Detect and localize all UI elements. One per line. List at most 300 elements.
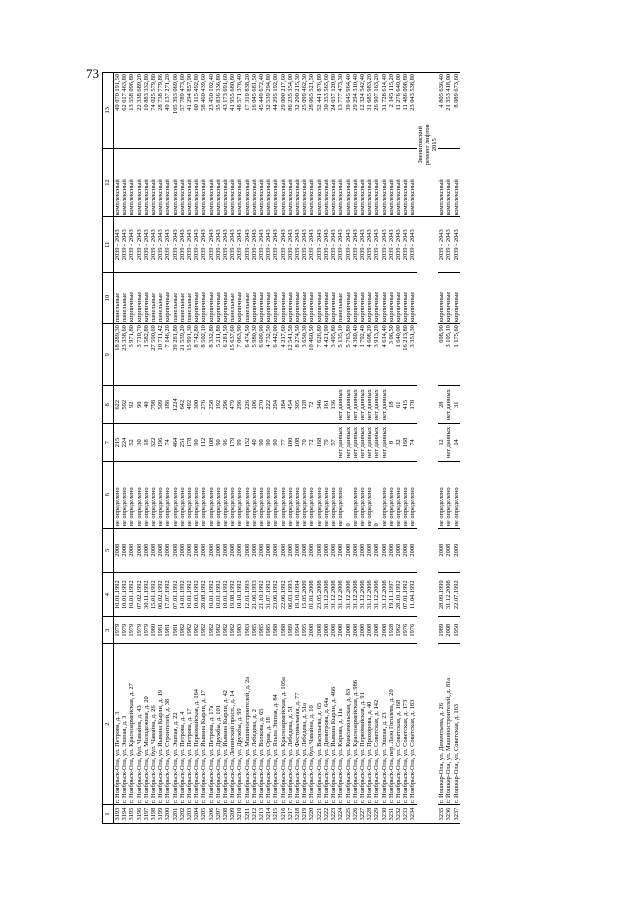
table-cell: г. Ноябрьск-Ола, ул. Эшпая, д. 3 [121,644,128,805]
table-cell: нет данных [337,386,344,424]
table-cell: кирпичные [136,273,143,324]
table-cell: 3228 [366,805,373,824]
table-cell: 4 732,50 [265,324,272,386]
table-cell: 13 777 473,30 [337,73,344,149]
table-cell: 108 [294,424,301,462]
table-cell: 8 502,10 [200,324,207,386]
table-cell: кирпичные [445,273,452,324]
table-cell: 1928 [388,617,395,644]
table-cell: 2009 [453,528,460,572]
table-cell: 3230 [381,805,388,824]
table-cell: 2039 - 2043 [402,217,409,273]
table-cell: не определено [157,461,164,528]
column-header: 11 [103,217,114,273]
table-cell: комплексный [366,148,373,217]
table-cell: 10.01.1992 [186,572,193,616]
table-row [164,73,171,824]
table-cell: не определено [128,461,135,528]
table-cell: комплексный [251,148,258,217]
table-cell: 3217 [287,805,294,824]
table-cell: не определено [280,461,287,528]
table-cell: не определено [352,461,359,528]
table-cell: комплексный [272,148,279,217]
table-cell: 3213 [258,805,265,824]
table-cell: 12 324 542,40 [359,73,366,149]
table-cell: комплексный [345,148,352,217]
table-cell: 224 [121,424,128,462]
table-row [395,73,402,824]
table-cell: 184 [280,386,287,424]
table-cell: 3216 [280,805,287,824]
table-cell: 2008 [222,528,229,572]
table-cell: комплексный [200,148,207,217]
table-cell: 2039 - 2043 [265,217,272,273]
table-cell: кирпичные [316,273,323,324]
table-cell: 48 571 376,40 [236,73,243,149]
table-row [157,73,164,824]
table-cell: 3 105,10 [445,324,452,386]
table-cell: комплексный [186,148,193,217]
table-cell: комплексный [308,148,315,217]
table-cell: панельные [172,273,179,324]
table-cell: комплексный [359,148,366,217]
table-cell: г. Ноябрьск-Ола, ул. Петрова, д. 17а [208,644,215,805]
table-row [114,73,122,824]
table-cell: г. Ноябрьск-Ола, ул. Советская, д. 173 [402,644,409,805]
table-cell: г. Ноябрьск-Ола, ул. Йывана Кырли, д. 17 [200,644,207,805]
table-cell: 2039 - 2043 [359,217,366,273]
table-cell: 3201 [172,805,179,824]
table-cell: 2008 [143,528,150,572]
column-header: 9 [103,324,114,386]
table-cell: 1985 [251,617,258,644]
section-label-row [417,73,424,824]
table-cell: 2039 - 2043 [208,217,215,273]
table-cell: 1979 [121,617,128,644]
table-cell: 6 609,90 [258,324,265,386]
table-cell: 2008 [345,528,352,572]
table-cell: 1982 [215,617,222,644]
column-header: 10 [103,273,114,324]
table-cell: г. Ноябрьск-Ола, ул. Йывана Кырли, д. 42 [222,644,229,805]
table-cell: не определено [381,461,388,528]
table-row [229,73,236,824]
table-cell: г. Ноябрьск-Ола, ул. Петрова, д. 4 [179,644,186,805]
table-cell: кирпичные [236,273,243,324]
table-cell: кирпичные [409,273,416,324]
table-cell: 17 319 838,20 [244,73,251,149]
table-cell: не определено [337,461,344,528]
table-row [359,73,366,824]
table-cell: г. Ноябрьск-Ола, ул. Лебедева, д. 51а [301,644,308,805]
table-cell: 3202 [179,805,186,824]
table-cell: 4 805 636,40 [438,73,445,149]
table-row [258,73,265,824]
table-cell: не определено [229,461,236,528]
table-cell: нет данных [381,386,388,424]
table-cell: 72 [308,424,315,462]
table-cell [431,217,438,824]
table-cell: нет данных [359,424,366,462]
table-cell: не определено [316,461,323,528]
table-cell: 226 [244,386,251,424]
table-cell: 25 099 462,30 [301,73,308,149]
table-cell: не определено [323,461,330,528]
table-cell: 1979 [114,617,122,644]
column-header: 2 [103,644,114,805]
table-cell: 2008 [114,528,122,572]
table-cell: не определено [251,461,258,528]
table-row [316,73,323,824]
table-cell: 21.10.1992 [258,572,265,616]
table-cell: 2008 [308,617,315,644]
table-cell: 15 991,30 [186,324,193,386]
table-cell: 1982 [179,617,186,644]
table-cell: 622 [114,386,122,424]
table-cell: 2039 - 2043 [453,217,460,273]
table-cell: 79 [323,424,330,462]
table-row [301,73,308,824]
table-row [222,73,229,824]
table-cell: 31.07.1992 [265,572,272,616]
table-cell: 14.01.1992 [179,572,186,616]
section-label: ремонт лифтов [424,73,431,217]
table-row [179,73,186,824]
table-cell: 3231 [388,805,395,824]
table-cell: 2039 - 2043 [222,217,229,273]
table-cell: г. Ноябрьск-Ола, Ленинский просп., д. 14 [229,644,236,805]
table-cell: г. Йошкар-Ола, ул. Дементьева, д. 26 [438,644,445,805]
table-cell: комплексный [438,148,445,217]
table-cell: 152 [244,424,251,462]
table-cell: 1962 [395,617,402,644]
table-cell: 57 789 473,60 [179,73,186,149]
table-cell: 06.03.1993 [287,572,294,616]
table-cell: 3237 [453,805,460,824]
table-cell: 1995 [301,617,308,644]
table-cell: 179 [229,424,236,462]
table-cell: не определено [193,461,200,528]
table-cell: кирпичные [323,273,330,324]
table-cell: 19.11.1997 [388,572,395,616]
table-cell: 2008 [359,528,366,572]
table-cell: 40 [251,424,258,462]
table-cell: 2008 [381,528,388,572]
table-cell: 6 442,00 [272,324,279,386]
table-cell: 49 070 191,50 [114,73,122,149]
table-cell: 2008 [445,528,452,572]
table-cell: 3 710,70 [136,324,143,386]
table-cell: кирпичные [251,273,258,324]
table-cell: 1980 [150,617,157,644]
table-cell: 112 [200,424,207,462]
table-cell: 44 295 192,00 [272,73,279,149]
table-cell: 30 [136,424,143,462]
table-cell: 2 145 115,20 [388,73,395,149]
table-cell: 479 [229,386,236,424]
table-row [272,73,279,824]
table-cell: 2008 [366,617,373,644]
table-cell: 31.12.2008 [323,572,330,616]
table-cell: 31.12.2008 [352,572,359,616]
table-cell: 3 351,30 [409,324,416,386]
table-cell: 1981 [172,617,179,644]
table-cell: г. Ноябрьск-Ола, ул. Строителей, д. 38 [164,644,171,805]
table-cell: 23.05.2008 [316,572,323,616]
table-row [345,73,352,824]
table-row [337,73,344,824]
table-cell: 3194 [121,805,128,824]
table-cell: не определено [395,461,402,528]
table-cell: 2008 [345,617,352,644]
table-cell [417,217,424,824]
table-cell: 186 [164,386,171,424]
table-cell: не определено [308,461,315,528]
table-cell: г. Ноябрьск-Ола, ул. Петрова, д. 17 [186,644,193,805]
table-cell: 2008 [438,528,445,572]
table-cell: не определено [200,461,207,528]
table-cell: 2008 [308,528,315,572]
table-cell: 2039 - 2043 [330,217,337,273]
table-row [453,73,460,824]
table-cell: 16 045 681,50 [251,73,258,149]
table-cell: 3205 [200,805,207,824]
table-cell: 3214 [265,805,272,824]
table-row [265,73,272,824]
table-cell: 28 738 779,86 [157,73,164,149]
table-row [287,73,294,824]
table-cell: кирпичные [366,273,373,324]
table-cell: 2008 [402,528,409,572]
table-cell: г. Ноябрьск-Ола, ул. Прохорова, д. 40 [366,644,373,805]
table-row [193,73,200,824]
table-cell: г. Ноябрьск-Ола, ул. Машиностроителей, д. 2а [244,644,251,805]
table-cell: 3221 [316,805,323,824]
table-cell: 31.12.2008 [381,572,388,616]
table-row [186,73,193,824]
table-cell: комплексный [179,148,186,217]
table-cell: нет данных [373,386,380,424]
table-cell: 30.11.1992 [143,572,150,616]
table-cell: 2039 - 2043 [244,217,251,273]
table-cell: 07.02.1992 [136,572,143,616]
table-cell: г. Ноябрьск-Ола, бул. Чавайна, д. 26 [150,644,157,805]
table-cell: не определено [150,461,157,528]
table-cell: 1982 [186,617,193,644]
table-cell: 06.02.1992 [157,572,164,616]
table-cell: 180 [287,424,294,462]
table-cell: г. Ноябрьск-Ола, ул. Йывана Кырли, д. 466 [330,644,337,805]
table-cell: кирпичные [294,273,301,324]
table-cell: не определено [265,461,272,528]
table-cell: 5 971,80 [128,324,135,386]
table-cell: 105 393 069,00 [172,73,179,149]
table-cell: 22.06.1992 [280,572,287,616]
table-cell: 2039 - 2043 [186,217,193,273]
table-cell: 2039 - 2043 [229,217,236,273]
table-cell: г. Ноябрьск-Ола, ул. Красноармейская, д. 986 [352,644,359,805]
table-cell: 4 608,20 [366,324,373,386]
table-cell: комплексный [128,148,135,217]
table-row [352,73,359,824]
table-cell: г. Ноябрьск-Ола, ул. Эшпая, д. 23 [381,644,388,805]
table-cell: 26 907 163,20 [373,73,380,149]
table-cell: 2008 [157,528,164,572]
table-cell: 2039 - 2043 [215,217,222,273]
table-cell: 2008 [200,528,207,572]
table-cell: 2008 [136,528,143,572]
table-cell: 1988 [280,617,287,644]
table-cell: 52 441 876,80 [316,73,323,149]
table-cell: кирпичные [208,273,215,324]
table-row [200,73,207,824]
table-cell: 2008 [179,528,186,572]
table-cell: 2008 [215,528,222,572]
table-cell: 222 [265,386,272,424]
table-cell: г. Ноябрьск-Ола, ул. Яльпа Эшпая, д. 84 [272,644,279,805]
table-cell: 39 645 964,40 [345,73,352,149]
table-cell: 2039 - 2043 [409,217,416,273]
column-header: 8 [103,386,114,424]
table-cell: г. Ноябрьск-Ола, ул. Советская, д. 183 [409,644,416,805]
table-cell: комплексный [395,148,402,217]
table-cell: г. Ноябрьск-Ола, ул. Дружбы, д. 101 [215,644,222,805]
table-cell: нет данных [352,386,359,424]
table-cell: 5 135,10 [337,324,344,386]
table-cell: комплексный [280,148,287,217]
column-header: 3 [103,617,114,644]
table-cell: 17.07.1992 [164,572,171,616]
table-cell: 11 486 098,80 [402,73,409,149]
table-cell: 1976 [402,617,409,644]
table-cell: 31.12.2008 [330,572,337,616]
table-cell: комплексный [150,148,157,217]
table-cell: 29 000 217,60 [280,73,287,149]
section-label: Звениговский [417,73,424,217]
table-cell: 21 353 418,00 [445,73,452,149]
table-row [308,73,315,824]
table-cell: кирпичные [330,273,337,324]
table-cell: 2039 - 2043 [445,217,452,273]
column-header: 1 [103,805,114,824]
table-cell: 18 289,30 [114,324,122,386]
table-cell: 8 332,80 [208,324,215,386]
table-cell: 509 [157,386,164,424]
table-cell: 31 728 614,40 [381,73,388,149]
table-cell: 1983 [236,617,243,644]
table-cell: 192 [215,386,222,424]
table-cell: 10.01.1992 [222,572,229,616]
table-cell: 5 980,30 [251,324,258,386]
table-cell: г. Ноябрьск-Ола, ул. Эшпая, д. 22 [172,644,179,805]
table-cell: 28.09.1999 [438,572,445,616]
table-cell: 11 276 640,00 [395,73,402,149]
table-cell: 6 281,50 [222,324,229,386]
table-cell: г. Ноябрьск-Ола, ул. Йывана Кырли, д. 19 [157,644,164,805]
table-cell: 6 474,50 [244,324,251,386]
table-cell: 18 [143,424,150,462]
table-cell: 14 [453,424,460,462]
table-row [150,73,157,824]
table-cell: 178 [186,424,193,462]
table-cell: не определено [409,461,416,528]
table-row [251,73,258,824]
table-cell: 1982 [193,617,200,644]
table-cell: 31.12.2008 [373,572,380,616]
table-cell: 10 883 332,80 [143,73,150,149]
table-cell: не определено [366,461,373,528]
table-cell: 3196 [136,805,143,824]
table-cell: не определено [301,461,308,528]
table-cell: 2039 - 2043 [200,217,207,273]
table-cell: 3195 [128,805,135,824]
table-cell: 2008 [366,528,373,572]
table-cell: 1982 [222,617,229,644]
table-cell: кирпичные [301,273,308,324]
table-cell: кирпичные [402,273,409,324]
table-cell: 2039 - 2043 [287,217,294,273]
table-cell: 296 [236,386,243,424]
table-cell: 19.10.1994 [294,572,301,616]
table-cell: комплексный [136,148,143,217]
table-cell: 31 [453,386,460,424]
table-cell: 10.01.1992 [121,572,128,616]
table-cell: г. Ноябрьск-Ола, ул. Петрова, д. 3 [114,644,122,805]
table-cell: 2008 [294,528,301,572]
table-cell: 2039 - 2043 [143,217,150,273]
table-cell: 15.05.2009 [301,572,308,616]
table-cell: 23 450 102,40 [208,73,215,149]
table-row [381,73,388,824]
column-header: 4 [103,572,114,616]
table-cell: 2039 - 2043 [294,217,301,273]
column-header: 5 [103,528,114,572]
table-row [445,73,452,824]
table-cell: 3207 [215,805,222,824]
table-cell: 2039 - 2043 [316,217,323,273]
table-cell: 1 792,40 [359,324,366,386]
table-cell: 86 235 354,00 [287,73,294,149]
table-cell: не определено [359,461,366,528]
table-cell: не определено [388,461,395,528]
table-cell: г. Ноябрьск-Ола, ул. Советская, д. 142 [373,644,380,805]
table-cell: 592 [121,386,128,424]
table-cell: 31.12.2008 [345,572,352,616]
table-cell: 2008 [445,617,452,644]
table-cell: 3206 [208,805,215,824]
table-cell: 2008 [186,528,193,572]
table-cell: 3223 [330,805,337,824]
table-row [136,73,143,824]
table-cell: 1989 [438,617,445,644]
table-cell: кирпичные [128,273,135,324]
table-cell: комплексный [330,148,337,217]
table-cell: 60 115 492,80 [193,73,200,149]
table-cell: не определено [121,461,128,528]
table-cell: 1989 [287,617,294,644]
table-cell: нет данных [445,386,452,424]
table-row [172,73,179,824]
table-cell: 10.01.1992 [128,572,135,616]
table-cell: 3234 [409,805,416,824]
table-cell: 32 539 294,80 [265,73,272,149]
table-cell: комплексный [388,148,395,217]
table-cell: 2008 [164,528,171,572]
table-cell: г. Ноябрьск-Ола, ул. Дружбы, д. 99 [236,644,243,805]
table-cell: кирпичные [193,273,200,324]
table-cell: г. Ноябрьск-Ола, ул. Первомайская, д. 164 [193,644,200,805]
table-cell: нет данных [366,424,373,462]
